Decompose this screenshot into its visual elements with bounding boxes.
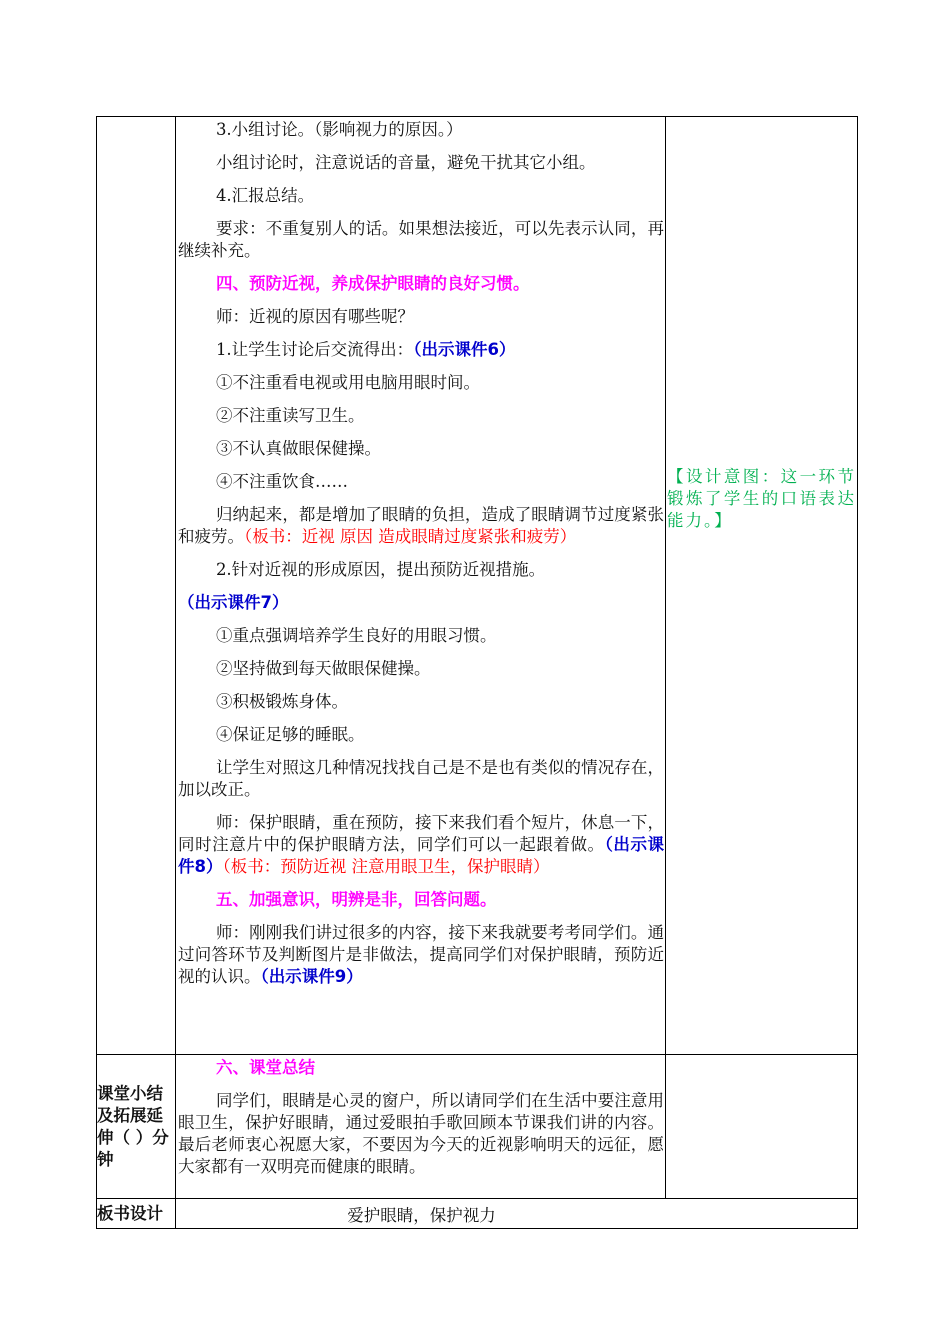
table-row-board — [97, 1199, 858, 1229]
summary-content-cell — [176, 1055, 666, 1199]
paragraph — [178, 691, 664, 713]
paragraph — [178, 592, 664, 614]
table-row-summary — [97, 1055, 858, 1199]
paragraph — [178, 658, 664, 680]
design-note-cell — [666, 117, 858, 1055]
section-heading: 四、预防近视，养成保护眼睛的良好习惯。 — [215, 274, 530, 293]
text: ①重点强调培养学生良好的用眼习惯。 — [215, 626, 497, 645]
board-content-cell — [176, 1199, 858, 1229]
text: 师：保护眼睛，重在预防，接下来我们看个短片，休息一下，同时注意片中的保护眼睛方法，同学们可以一起跟着做。 — [178, 813, 664, 854]
paragraph — [178, 625, 664, 647]
text: ④保证足够的睡眠。 — [215, 725, 365, 744]
paragraph — [178, 438, 664, 460]
text: 让学生对照这几种情况找找自己是不是也有类似的情况存在，加以改正。 — [178, 758, 664, 799]
section-heading: 六、课堂总结 — [215, 1058, 315, 1077]
paragraph — [178, 922, 664, 988]
text: 4.汇报总结。 — [215, 186, 315, 205]
board-content: 爱护眼睛，保护视力 — [347, 1205, 496, 1225]
paragraph — [178, 559, 664, 581]
design-note-cell — [666, 1055, 858, 1199]
paragraph — [178, 339, 664, 361]
paragraph — [178, 471, 664, 493]
paragraph — [178, 372, 664, 394]
paragraph — [178, 273, 664, 295]
paragraph — [178, 504, 664, 548]
board-note: （板书：近视 原因 造成眼睛过度紧张和疲劳） — [244, 527, 577, 546]
courseware-reference: （出示课件9） — [260, 967, 363, 986]
text: 小组讨论时，注意说话的音量，避免干扰其它小组。 — [215, 153, 596, 172]
text: 归纳起来，都是增加了眼睛的负担，造成了眼睛调节过度紧张和疲劳。 — [178, 505, 664, 546]
paragraph — [178, 1090, 664, 1178]
text: ②坚持做到每天做眼保健操。 — [215, 659, 431, 678]
table-row-teaching — [97, 117, 858, 1055]
row-label-cell — [97, 117, 176, 1055]
text: 2.针对近视的形成原因，提出预防近视措施。 — [215, 560, 546, 579]
lesson-plan-table — [96, 116, 858, 1229]
paragraph — [178, 889, 664, 911]
courseware-reference: （出示课件8） — [178, 835, 664, 876]
text: ②不注重读写卫生。 — [215, 406, 365, 425]
design-intent-note: 【设计意图：这一环节锻炼了学生的口语表达能力。】 — [667, 466, 856, 530]
text: ③不认真做眼保健操。 — [215, 439, 381, 458]
text: 师：刚刚我们讲过很多的内容，接下来我就要考考同学们。通过问答环节及判断图片是非做法，提高同学们对保护眼睛，预防近视的认识。 — [178, 923, 664, 986]
paragraph — [178, 306, 664, 328]
paragraph — [178, 119, 664, 141]
text: 要求：不重复别人的话。如果想法接近，可以先表示认同，再继续补充。 — [178, 219, 664, 260]
paragraph — [178, 812, 664, 878]
courseware-reference: （出示课件7） — [178, 593, 289, 612]
row-label-cell — [97, 1055, 176, 1199]
text: ④不注重饮食…… — [215, 472, 348, 491]
text: ③积极锻炼身体。 — [215, 692, 348, 711]
paragraph — [178, 185, 664, 207]
section-heading: 五、加强意识，明辨是非，回答问题。 — [215, 890, 497, 909]
courseware-reference: （出示课件6） — [413, 340, 516, 359]
text: 同学们，眼睛是心灵的窗户，所以请同学们在生活中要注意用眼卫生，保护好眼睛，通过爱眼拍手歌回顾本节课我们讲的内容。最后老师衷心祝愿大家，不要因为今天的近视影响明天的远征，愿大家都有一双明亮而健康的眼睛。 — [178, 1091, 664, 1176]
paragraph — [178, 1057, 664, 1079]
paragraph — [178, 218, 664, 262]
paragraph — [178, 757, 664, 801]
text: 1.让学生讨论后交流得出： — [215, 340, 414, 359]
summary-label: 课堂小结及拓展延伸（ ）分钟 — [97, 1083, 169, 1169]
text: 师：近视的原因有哪些呢？ — [215, 307, 414, 326]
paragraph — [178, 405, 664, 427]
board-label-cell: 板书设计 — [97, 1199, 176, 1229]
board-note: （板书：预防近视 注意用眼卫生，保护眼睛） — [222, 857, 550, 876]
text: 3.小组讨论。（影响视力的原因。） — [215, 120, 463, 139]
teaching-content-cell — [176, 117, 666, 1055]
paragraph — [178, 724, 664, 746]
paragraph — [178, 152, 664, 174]
text: ①不注重看电视或用电脑用眼时间。 — [215, 373, 480, 392]
